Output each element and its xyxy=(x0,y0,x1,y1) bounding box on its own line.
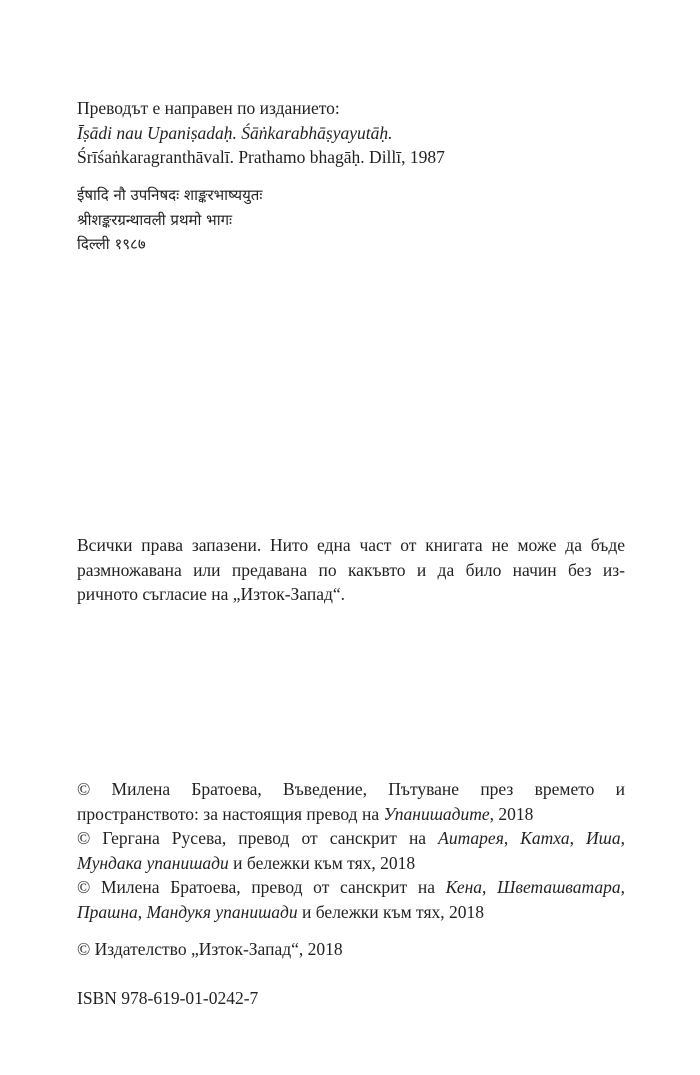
isbn: ISBN 978-619-01-0242-7 xyxy=(77,988,259,1008)
devanagari-block xyxy=(77,183,625,257)
copyright-2-line-2: Мундака упанишади и бележки към тях, 2018 xyxy=(77,852,416,873)
publisher-copyright xyxy=(77,937,625,962)
rights-line-2: размножавана или предавана по какъвто и да било начин без из- xyxy=(77,559,625,580)
rights-notice xyxy=(77,533,625,607)
devanagari-line-3: दिल्ली १९८७ xyxy=(77,235,146,253)
source-edition-block xyxy=(77,96,625,170)
copyright-3-line-1: © Милена Братоева, превод от санскрит на Кена, Шветашватара, xyxy=(77,877,626,897)
copyright-1-line-1: © Милена Братоева, Въведение, Пътуване през времето и xyxy=(77,779,625,799)
publisher-line: © Издателство „Изток-Запад“, 2018 xyxy=(77,939,343,959)
copyright-2-line-1: © Гергана Русева, превод от санскрит на Аитарея, Катха, Иша, xyxy=(77,828,625,848)
copyright-notices xyxy=(77,777,625,924)
source-intro: Преводът е направен по изданието: xyxy=(77,98,340,118)
source-title-translit: Īṣādi nau Upaniṣadaḥ. Śāṅkarabhāṣyayutāḥ. xyxy=(77,122,393,143)
devanagari-line-1: ईषादि नौ उपनिषदः शाङ्करभाष्ययुतः xyxy=(77,186,263,204)
rights-line-3: ричното съгласие на „Изток-Запад“. xyxy=(77,584,346,604)
devanagari-line-2: श्रीशङ्करग्रन्थावली प्रथमो भागः xyxy=(77,210,233,229)
copyright-1-line-2: пространството: за настоящия превод на Упанишадите, 2018 xyxy=(77,803,534,824)
isbn-block xyxy=(77,986,625,1011)
rights-line-1: Всички права запазени. Нито една част от книгата не може да бъде xyxy=(77,535,625,555)
copyright-3-line-2: Прашна, Мандукя упанишади и бележки към тях, 2018 xyxy=(77,901,484,922)
source-series-translit: Śrīśaṅkaragranthāvalī. Prathamo bhagāḥ. Dillī, 1987 xyxy=(77,147,445,167)
